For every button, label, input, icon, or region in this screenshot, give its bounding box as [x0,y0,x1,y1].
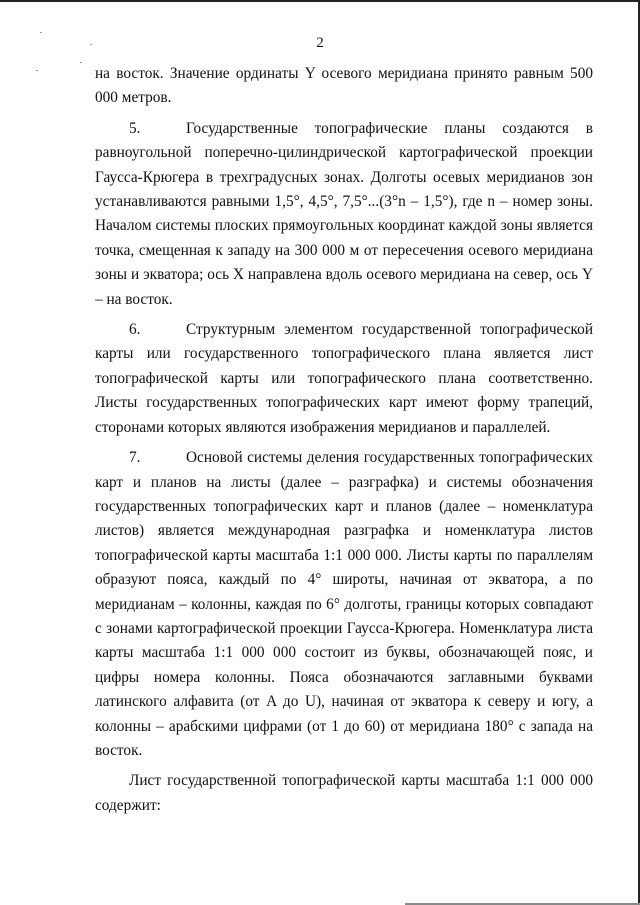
paragraph-number: 6. [129,321,141,339]
paragraph-sheet-contents [95,769,593,818]
paragraph-text: на восток. Значение ординаты Y осевого меридиана принято равным 500 000 метров. [95,65,593,107]
scan-speck [80,62,82,63]
scan-speck [40,32,42,33]
scan-speck [36,70,38,71]
document-body [95,62,593,824]
paragraph-7 [95,446,593,763]
paragraph-text: Лист государственной топографической карты масштаба 1:1 000 000 содержит: [95,772,593,814]
paragraph-number: 5. [129,119,141,137]
scan-top-edge [0,0,640,2]
paragraph-continuation [95,62,593,111]
paragraph-6 [95,318,593,440]
page-number: 2 [316,35,324,51]
paragraph-5 [95,117,593,312]
paragraph-number: 7. [129,449,141,467]
paragraph-text: Основой системы деления государственных топографических карт и планов на листы (далее – разграфка) и системы обозначения государственных топографических карт и планов (далее – номенклатура листов) является международная разграфка и номенклатура листов топографической карты масштаба 1:1 000 000. Листы карты по параллелям образуют пояса, каждый по 4° широты, начиная от экватора, а по меридианам – колонны, каждая по 6° долготы, границы которых совпадают с зонами картографической проекции Гаусса-Крюгера. Номенклатура листа карты масштаба 1:1 000 000 состоит из буквы, обозначающей пояс, и цифры номера колонны. Пояса обозначаются заглавными буквами латинского алфавита (от A до U), начиная от экватора к северу и югу, а колонны – арабскими цифрами (от 1 до 60) от меридиана 180° с запада на восток. [95,449,593,759]
paragraph-text: Структурным элементом государственной топографической карты или государственного топографического плана является лист топографической карты или топографического плана соответственно. Листы государственных топографических карт имеют форму трапеций, сторонами которых являются изображения меридианов и параллелей. [95,321,593,436]
paragraph-text: Государственные топографические планы создаются в равноугольной поперечно-цилиндрической картографической проекции Гаусса-Крюгера в трехградусных зонах. Долготы осевых меридианов зон устанавливаются равными 1,5°, 4,5°, 7,5°...(3°n – 1,5°), где n – номер зоны. Началом системы плоских прямоугольных координат каждой зоны является точка, смещенная к западу на 300 000 м от пересечения осевого меридиана зоны и экватора; ось X направлена вдоль осевого меридиана на север, ось Y – на восток. [95,119,593,308]
